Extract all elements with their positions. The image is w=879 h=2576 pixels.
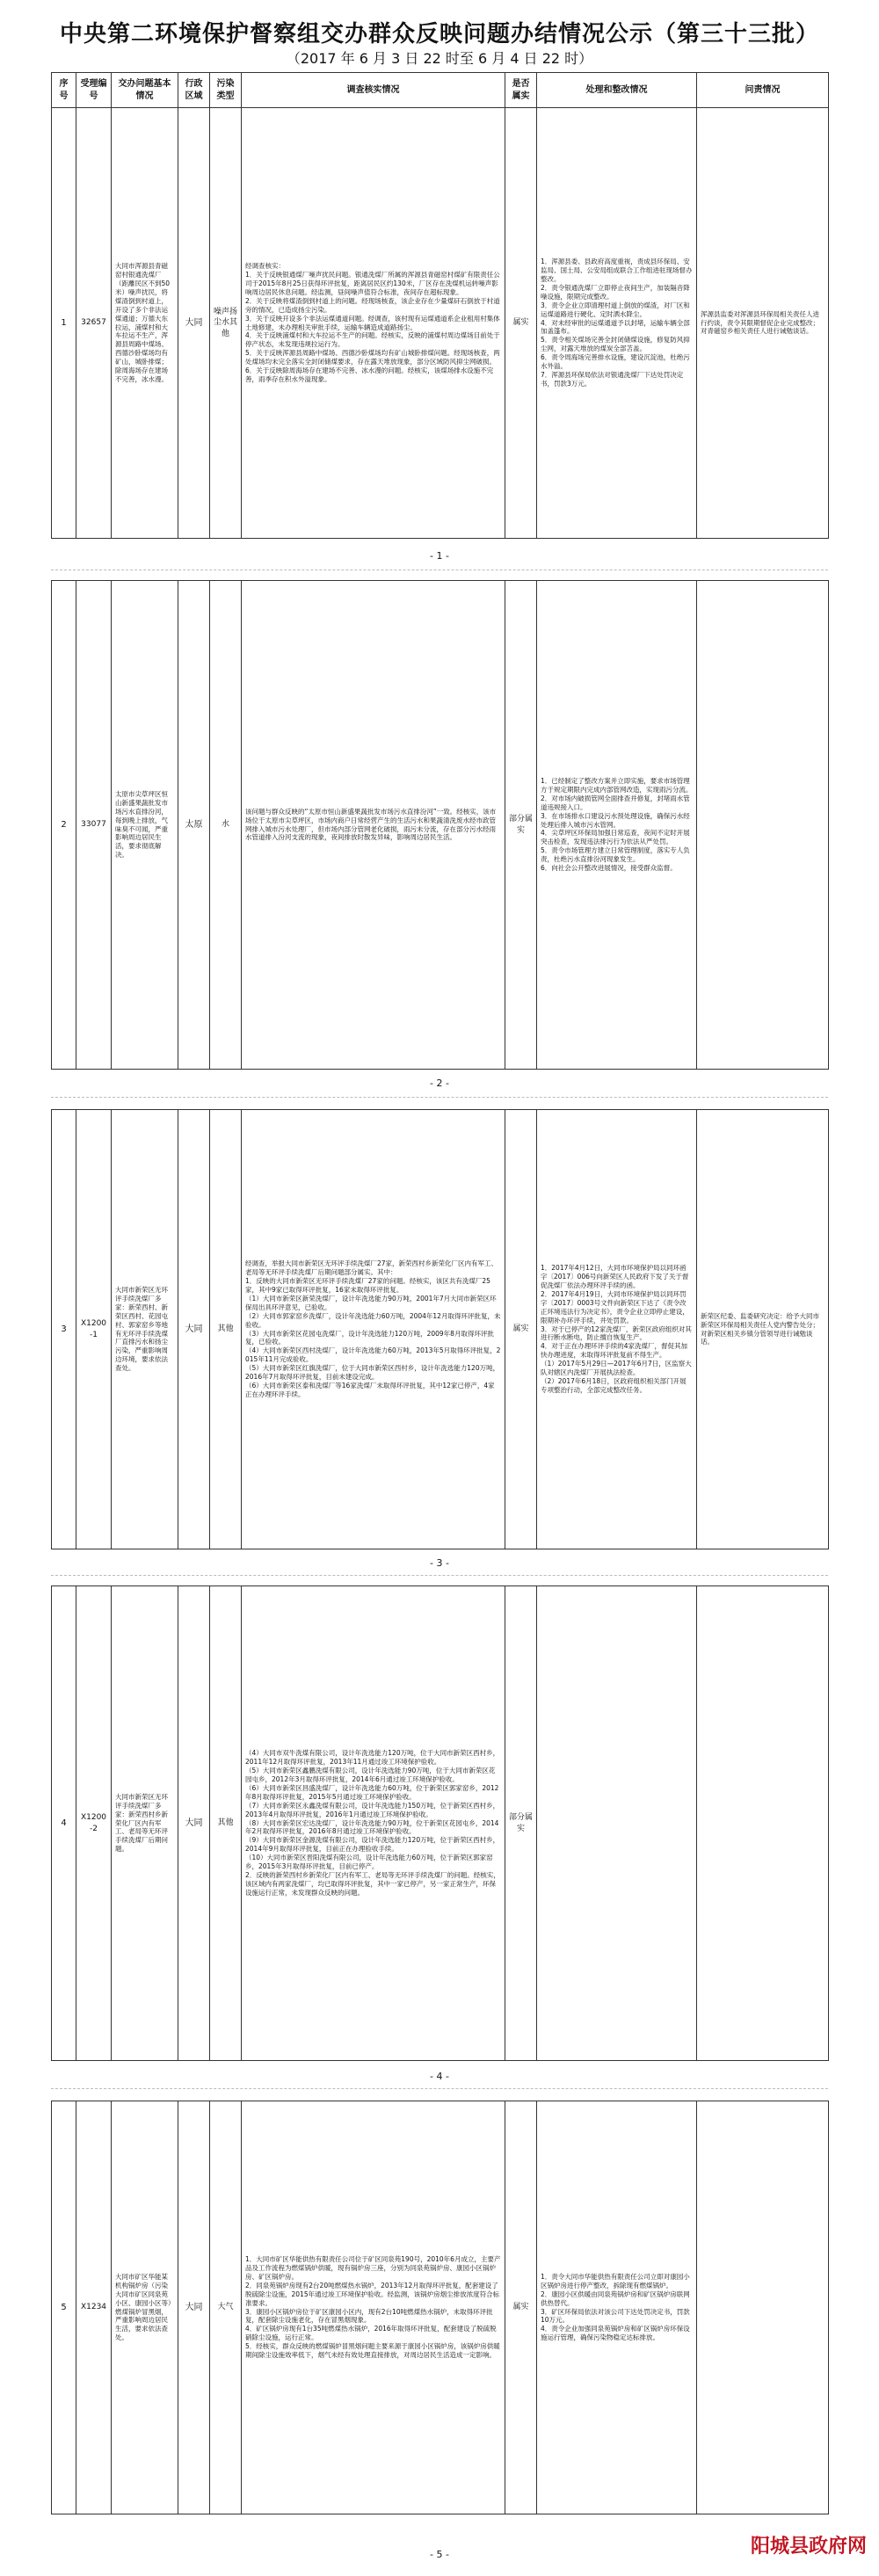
table-row (52, 1586, 829, 2061)
cell-type: 其他 (210, 1110, 242, 1549)
page-separator (51, 1575, 828, 1576)
page-number: - 2 - (430, 1078, 449, 1089)
cell-true: 属实 (505, 2101, 537, 2514)
cell-region: 大同 (178, 1110, 210, 1549)
table-row (52, 108, 829, 539)
cell-handling: 1．责令大同市华能供热有限责任公司立即对康园小区锅炉房进行停产整改，拆除现有燃煤锅炉。 2．康园小区供暖由同泉苑锅炉房和矿区锅炉房联网供热替代。 3．矿区环保局依法对该公司下达处罚决定书，罚款10万元。 4．责令企业加强同泉苑锅炉房和矿区锅炉房环保设施运行管理，确保污染物稳定达标排放。 (537, 2101, 697, 2514)
cell-id: X1234 (76, 2101, 112, 2514)
cell-no: 2 (52, 581, 76, 1070)
table-page-3 (51, 1109, 829, 1549)
cell-no: 4 (52, 1586, 76, 2061)
header-accountability: 问责情况 (697, 73, 829, 108)
cell-accountability (697, 581, 829, 1070)
cell-accountability: 新荣区纪委、监委研究决定：给予大同市新荣区环保局相关责任人党内警告处分；对新荣区相关乡镇分管领导进行诫勉谈话。 (697, 1110, 829, 1549)
header-type: 污染类型 (210, 73, 242, 108)
header-region: 行政区域 (178, 73, 210, 108)
cell-handling: 1．已经制定了整改方案并立即实施，要求市场管理方于规定期限内完成内部管网改造，实现雨污分流。 2．对市场内破损管网全面排查并修复，封堵雨水管道违规接入口。 3．在市场排水口建设污水预处理设施，确保污水经处理后排入城市污水管网。 4．尖草坪区环保局加强日常巡查，夜间不定时开展突击检查，发现违法排污行为依法从严处罚。 5．责令市场管理方建立日常管理制度，落实专人负责，杜绝污水直排汾河现象发生。 6．向社会公开整改进展情况，接受群众监督。 (537, 581, 697, 1070)
cell-type: 水 (210, 581, 242, 1070)
header-true: 是否属实 (505, 73, 537, 108)
cell-region: 大同 (178, 2101, 210, 2514)
cell-no: 3 (52, 1110, 76, 1549)
cell-investigation: 1．大同市矿区华能供热有限责任公司位于矿区同泉苑190号，2010年6月成立，主要产品及工作流程为燃煤锅炉供暖，现有锅炉房三座，分别为同泉苑锅炉房、康园小区锅炉房、矿区锅炉房。 2．同泉苑锅炉房现有2台20吨燃煤热水锅炉，2013年12月取得环评批复，配套建设了脱硫除尘设施，2015年通过竣工环境保护验收。经监测，该锅炉房烟尘排放浓度符合标准要求。 3．康园小区锅炉房位于矿区康园小区内，现有2台10吨燃煤热水锅炉，未取得环评批复，配套除尘设施老化，存在冒黑烟现象。 4．矿区锅炉房现有1台35吨燃煤热水锅炉，2016年取得环评批复，配套建设了脱硫脱硝除尘设施，运行正常。 5．经核实，群众反映的燃煤锅炉冒黑烟问题主要来源于康园小区锅炉房，该锅炉房供暖期间除尘设施效率低下，烟气未经有效处理直接排放，对周边居民生活造成一定影响。 (242, 2101, 505, 2514)
table-row (52, 2101, 829, 2514)
table-page-5 (51, 2101, 829, 2514)
cell-investigation: 经调查，举报大同市新荣区无环评手续洗煤厂27家，新荣西村乡新荣化厂区内有军工、老局等无环评手续洗煤厂后期问题部分属实。其中： 1．反映的大同市新荣区无环评手续洗煤厂27家的问题。经核实，该区共有洗煤厂25家，其中9家已取得环评批复，16家未取得环评批复。 （1）大同市新荣区新荣洗煤厂，设计年洗选能力90万吨，2001年7月大同市新荣区环保局出具环评意见，已验收。 （2）大同市郭家窑乡洗煤厂，设计年洗选能力60万吨，2004年12月取得环评批复，未验收。 （3）大同市新荣区花园屯洗煤厂，设计年洗选能力120万吨，2009年8月取得环评批复，已验收。 （4）大同市新荣区西村洗煤厂，设计年洗选能力60万吨，2013年5月取得环评批复，2015年11月完成验收。 （5）大同市新荣区红旗洗煤厂，位于大同市新荣区西村乡，设计年洗选能力120万吨，2016年7月取得环评批复，目前未建设完成。 （6）大同市新荣区泰和洗煤厂等16家洗煤厂未取得环评批复，其中12家已停产，4家正在办理环评手续。 (242, 1110, 505, 1549)
cell-id: 33077 (76, 581, 112, 1070)
watermark-logo: 阳城县政府网 (750, 2535, 867, 2558)
cell-handling: 1．浑源县委、县政府高度重视，责成县环保局、安监局、国土局、公安局组成联合工作组进驻现场督办整改。 2．责令银通洗煤厂立即停止夜间生产，加装隔音降噪设施，限期完成整改。 3．责令企业立即清理村道上倒放的煤渣，对厂区和运煤道路进行硬化、定时洒水降尘。 4．对未经审批的运煤通道予以封堵，运输车辆全部加盖篷布。 5．责令相关煤场完善全封闭储煤设施，修复防风抑尘网，对露天堆放的煤炭全部苫盖。 6．责令周海场完善排水设施，建设沉淀池，杜绝污水外溢。 7．浑源县环保局依法对银通洗煤厂下达处罚决定书，罚款3万元。 (537, 108, 697, 539)
page-separator (51, 2088, 828, 2089)
table-page-4 (51, 1586, 829, 2061)
header-no: 序号 (52, 73, 76, 108)
cell-investigation: 该问题与群众反映的“太原市恒山新盛果蔬批发市场污水直排汾河”一致。经核实，该市场位于太原市尖草坪区，市场内商户日常经营产生的生活污水和果蔬清洗废水经市政管网排入城市污水处理厂，但市场内部分管网老化破损，雨污未分流，存在部分污水经雨水管道排入汾河支流的现象，夜间排放时散发异味，影响周边居民生活。 (242, 581, 505, 1070)
cell-id: X1200-1 (76, 1110, 112, 1549)
cell-true: 部分属实 (505, 1586, 537, 2061)
page-number: - 5 - (430, 2549, 449, 2560)
cell-no: 5 (52, 2101, 76, 2514)
cell-region: 大同 (178, 108, 210, 539)
cell-type: 其他 (210, 1586, 242, 2061)
table-page-1 (51, 72, 829, 539)
table-row (52, 581, 829, 1070)
document-title: 中央第二环境保护督察组交办群众反映问题办结情况公示（第三十三批） (59, 21, 819, 47)
cell-no: 1 (52, 108, 76, 539)
cell-investigation: （4）大同市双牛洗煤有限公司，设计年洗选能力120万吨，位于大同市新荣区西村乡，2011年12月取得环评批复，2013年11月通过竣工环境保护验收。 （5）大同市新荣区鑫鹏洗煤有限公司，设计年洗选能力90万吨，位于大同市新荣区花园屯乡，2012年3月取得环评批复，2014年6月通过竣工环境保护验收。 （6）大同市新荣区昌盛洗煤厂，设计年洗选能力60万吨，位于新荣区郭家窑乡，2012年8月取得环评批复，2015年5月通过竣工环境保护验收。 （7）大同市新荣区永鑫洗煤有限公司，设计年洗选能力150万吨，位于新荣区西村乡，2013年4月取得环评批复，2016年1月通过竣工环境保护验收。 （8）大同市新荣区宏达洗煤厂，设计年洗选能力90万吨，位于新荣区花园屯乡，2014年2月取得环评批复，2016年8月通过竣工环境保护验收。 （9）大同市新荣区金源洗煤有限公司，设计年洗选能力120万吨，位于新荣区西村乡，2014年9月取得环评批复，目前正在办理验收手续。 （10）大同市新荣区晋阳洗煤有限公司，设计年洗选能力60万吨，位于新荣区郭家窑乡，2015年3月取得环评批复，目前已停产。 2．反映的新荣西村乡新荣化厂区内有军工、老局等无环评手续洗煤厂的问题。经核实，该区域内有两家洗煤厂，均已取得环评批复，其中一家已停产，另一家正常生产，环保设施运行正常，未发现群众反映的问题。 (242, 1586, 505, 2061)
cell-investigation: 经调查核实： 1．关于反映银通煤厂噪声扰民问题。银通洗煤厂所属的浑源县青磁窑村煤矿有限责任公司于2015年8月25日获得环评批复，距离居民区约130米，厂区存在洗煤机运转噪声影响周边居民休息问题。经监测，昼间噪声值符合标准，夜间存在超标现象。 2．关于反映将煤渣倒到村道上的问题。经现场核查，该企业存在少量煤矸石倒放于村道旁的情况，已造成扬尘污染。 3．关于反映开设多个非法运煤通道问题。经调查，该村现有运煤通道系企业租用村集体土地修建，未办理相关审批手续，运输车辆造成道路扬尘。 4．关于反映浦煤村和大车拉运不生产的问题。经核实，反映的浦煤村周边煤场目前处于停产状态，未发现违规拉运行为。 5．关于反映浑源县周路中煤场、西德沙卧煤场均有矿山城卧排煤问题。经现场核查，两处煤场均未完全落实全封闭储煤要求，存在露天堆放现象，部分区域防风抑尘网破损。 6．关于反映除周海场存在建场不完善、冰水漫的问题。经核实，该煤场排水设施不完善，雨季存在积水外溢现象。 (242, 108, 505, 539)
cell-true: 属实 (505, 1110, 537, 1549)
header-basic: 交办问题基本情况 (112, 73, 178, 108)
header-handling: 处理和整改情况 (537, 73, 697, 108)
cell-basic: 大同市浑源县青磁窑村银通洗煤厂（距離民区不到50米）噪声扰民，将煤渣倒到村道上，开设了多个非法运煤通道；万德大东拉运，浦煤村和大车拉运不生产，浑源县周路中煤场、西德沙卧煤场均有矿山，城卧排煤；除周海场存在建场不完善，冰水漫。 (112, 108, 178, 539)
table-header-row (52, 73, 829, 108)
cell-region: 太原 (178, 581, 210, 1070)
cell-basic: 大同市矿区华能某机构锅炉房（污染大同市矿区同泉苑小区、康园小区等）燃煤锅炉冒黑烟，严重影响周边居民生活，要求依法查处。 (112, 2101, 178, 2514)
cell-type: 大气 (210, 2101, 242, 2514)
cell-accountability: 浑源县监委对浑源县环保局相关责任人进行约谈，责令其限期督促企业完成整改；对青磁窑乡相关责任人进行诫勉谈话。 (697, 108, 829, 539)
cell-true: 部分属实 (505, 581, 537, 1070)
cell-handling: 1．2017年4月12日，大同市环境保护局以同环函字〔2017〕006号向新荣区人民政府下发了关于督促洗煤厂依法办理环评手续的函。 2．2017年4月19日，大同市环境保护局以同环罚字〔2017〕0003号文件向新荣区下达了《责令改正环境违法行为决定书》，责令企业立即停止建设，限期补办环评手续，并处罚款。 3．对于已停产的12家洗煤厂，新荣区政府组织对其进行断水断电，防止擅自恢复生产。 4．对于正在办理环评手续的4家洗煤厂，督促其加快办理进度，未取得环评批复前不得生产。 （1）2017年5月29日—2017年6月7日，区监察大队对辖区内洗煤厂开展执法检查。 （2）2017年6月18日，区政府组织相关部门开展专项整治行动，全部完成整改任务。 (537, 1110, 697, 1549)
cell-basic: 大同市新荣区无环评手续洗煤厂多家：新荣西村、新荣区西村、花园屯村、郭家窑乡等地有无环评手续洗煤厂直排污水和扬尘污染，严重影响周边环境，要求依法查处。 (112, 1110, 178, 1549)
header-id: 受理编号 (76, 73, 112, 108)
cell-basic: 太原市尖草坪区恒山新盛果蔬批发市场污水直排汾河，每到晚上排放，气味臭不可闻，严重影响周边居民生活，要求彻底解决。 (112, 581, 178, 1070)
table-row (52, 1110, 829, 1549)
page-number: - 4 - (430, 2071, 449, 2082)
cell-region: 大同 (178, 1586, 210, 2061)
table-page-2 (51, 580, 829, 1070)
cell-basic: 大同市新荣区无环评手续洗煤厂多家：新荣西村乡新荣化厂区内有军工、老局等无环评手续洗煤厂后期问题。 (112, 1586, 178, 2061)
cell-handling (537, 1586, 697, 2061)
cell-accountability (697, 1586, 829, 2061)
header-investigation: 调查核实情况 (242, 73, 505, 108)
cell-true: 属实 (505, 108, 537, 539)
cell-id: 32657 (76, 108, 112, 539)
document-subtitle: （2017 年 6 月 3 日 22 时至 6 月 4 日 22 时） (286, 50, 593, 67)
page-separator (51, 1097, 828, 1098)
cell-accountability (697, 2101, 829, 2514)
page-number: - 1 - (430, 550, 449, 562)
page-number: - 3 - (430, 1557, 449, 1569)
cell-type: 噪声扬尘水其他 (210, 108, 242, 539)
cell-id: X1200-2 (76, 1586, 112, 2061)
